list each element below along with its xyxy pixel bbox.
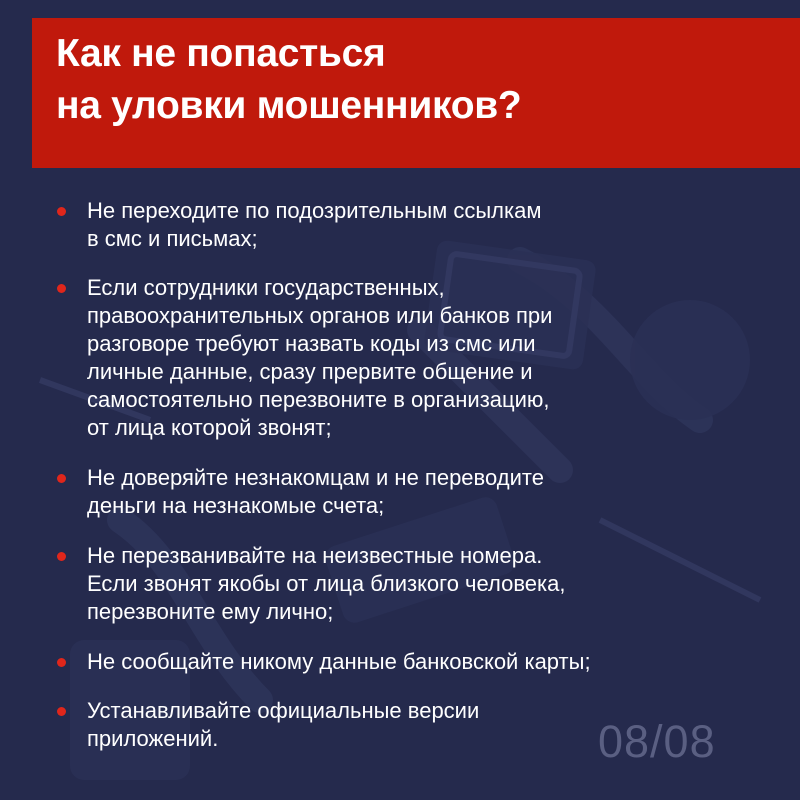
tip-text-line: правоохранительных органов или банков при [87,303,553,328]
bullet-dot-icon [57,658,66,667]
bullet-dot-icon [57,707,66,716]
tip-text-line: личные данные, сразу прервите общение и [87,359,533,384]
tips-list [57,197,747,753]
tip-item [57,542,747,626]
tip-text-line: перезвоните ему лично; [87,599,334,624]
bullet-dot-icon [57,552,66,561]
tip-text-line: Не сообщайте никому данные банковской карты; [87,649,591,674]
tip-text-line: Если сотрудники государственных, [87,275,445,300]
tip-item [57,197,747,253]
bullet-dot-icon [57,284,66,293]
tip-text-line: Не доверяйте незнакомцам и не переводите [87,465,544,490]
bullet-dot-icon [57,474,66,483]
tip-item [57,274,747,442]
tip-item [57,648,747,676]
tip-text-line: Если звонят якобы от лица близкого человека, [87,571,566,596]
tip-text-line: Не переходите по подозрительным ссылкам [87,198,542,223]
page-title [56,28,521,132]
page-title-line: на уловки мошенников? [56,84,522,127]
tip-text-line: приложений. [87,726,219,751]
bullet-dot-icon [57,207,66,216]
tip-text-line: от лица которой звонят; [87,415,332,440]
tip-text-line: самостоятельно перезвоните в организацию, [87,387,550,412]
page-counter: 08/08 [598,716,716,767]
tip-text-line: Не перезванивайте на неизвестные номера. [87,543,543,568]
tip-text-line: в смс и письмах; [87,226,258,251]
tip-text-line: деньги на незнакомые счета; [87,493,385,518]
tip-text-line: Устанавливайте официальные версии [87,698,480,723]
tip-text-line: разговоре требуют назвать коды из смс или [87,331,536,356]
tip-item [57,464,747,520]
page-title-line: Как не попасться [56,32,386,75]
